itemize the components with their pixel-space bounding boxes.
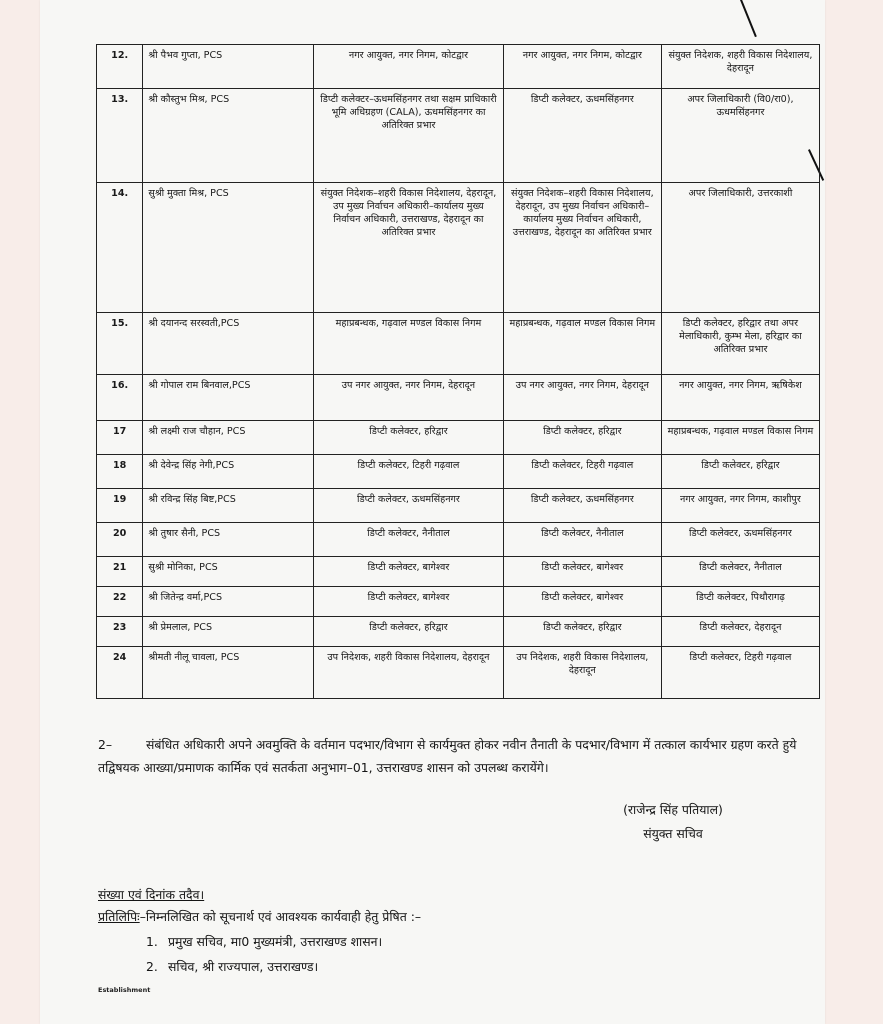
table-row [97,455,820,489]
additional-charge: महाप्रबन्धक, गढ़वाल मण्डल विकास निगम [661,421,819,455]
current-post: संयुक्त निदेशक–शहरी विकास निदेशालय, देहरादून, उप मुख्य निर्वाचन अधिकारी–कार्यालय मुख्य निर्वाचन अधिकारी, उत्तराखण्ड, देहरादून का अतिरिक्त प्रभार [314,183,504,313]
officer-name: श्री पैभव गुप्ता, PCS [143,45,314,89]
pen-mark-top [740,0,756,37]
current-post: डिप्टी कलेक्टर, ऊधमसिंहनगर [314,489,504,523]
copy-line [98,906,421,928]
new-post: डिप्टी कलेक्टर, ऊधमसिंहनगर [503,89,661,183]
new-post: डिप्टी कलेक्टर, ऊधमसिंहनगर [503,489,661,523]
serial-number: 23 [97,617,143,647]
officer-name: श्री गोपाल राम बिनवाल,PCS [143,375,314,421]
additional-charge: संयुक्त निदेशक, शहरी विकास निदेशालय, देहरादून [661,45,819,89]
serial-number: 12. [97,45,143,89]
recipient-item: 2. सचिव, श्री राज्यपाल, उत्तराखण्ड। [146,959,319,974]
recipient-item: 1. प्रमुख सचिव, मा0 मुख्यमंत्री, उत्तराखण्ड शासन। [146,934,383,949]
new-post: डिप्टी कलेक्टर, हरिद्वार [503,421,661,455]
officer-name: श्री तुषार सैनी, PCS [143,523,314,557]
additional-charge: नगर आयुक्त, नगर निगम, काशीपुर [661,489,819,523]
table-row [97,183,820,313]
establishment-label: Establishment [98,986,151,994]
additional-charge: डिप्टी कलेक्टर, हरिद्वार तथा अपर मेलाधिकारी, कुम्भ मेला, हरिद्वार का अतिरिक्त प्रभार [661,313,819,375]
right-background [825,0,883,1024]
current-post: डिप्टी कलेक्टर, बागेश्वर [314,557,504,587]
new-post: डिप्टी कलेक्टर, बागेश्वर [503,557,661,587]
new-post: डिप्टी कलेक्टर, नैनीताल [503,523,661,557]
signatory-designation: संयुक्त सचिव [643,826,703,841]
paragraph-number: 2– [98,737,113,752]
current-post: डिप्टी कलेक्टर–ऊधमसिंहनगर तथा सक्षम प्राधिकारी भूमि अधिग्रहण (CALA), ऊधमसिंहनगर का अतिरिक्त प्रभार [314,89,504,183]
current-post: उप नगर आयुक्त, नगर निगम, देहरादून [314,375,504,421]
officer-name: श्री देवेन्द्र सिंह नेगी,PCS [143,455,314,489]
officer-name: श्री लक्ष्मी राज चौहान, PCS [143,421,314,455]
serial-number: 13. [97,89,143,183]
serial-number: 18 [97,455,143,489]
officer-name: श्री रविन्द्र सिंह बिष्ट,PCS [143,489,314,523]
additional-charge: नगर आयुक्त, नगर निगम, ऋषिकेश [661,375,819,421]
serial-number: 14. [97,183,143,313]
current-post: डिप्टी कलेक्टर, हरिद्वार [314,421,504,455]
additional-charge: डिप्टी कलेक्टर, हरिद्वार [661,455,819,489]
current-post: डिप्टी कलेक्टर, टिहरी गढ़वाल [314,455,504,489]
new-post: डिप्टी कलेक्टर, टिहरी गढ़वाल [503,455,661,489]
additional-charge: डिप्टी कलेक्टर, पिथौरागढ़ [661,587,819,617]
officer-name: सुश्री मोनिका, PCS [143,557,314,587]
signature-block [578,798,768,846]
current-post: महाप्रबन्धक, गढ़वाल मण्डल विकास निगम [314,313,504,375]
current-post: उप निदेशक, शहरी विकास निदेशालय, देहरादून [314,647,504,699]
serial-number: 17 [97,421,143,455]
serial-number: 15. [97,313,143,375]
transfer-table [96,44,820,699]
additional-charge: अपर जिलाधिकारी, उत्तरकाशी [661,183,819,313]
officer-name: श्री कौस्तुभ मिश्र, PCS [143,89,314,183]
table-row [97,647,820,699]
current-post: डिप्टी कलेक्टर, नैनीताल [314,523,504,557]
table-row [97,89,820,183]
new-post: महाप्रबन्धक, गढ़वाल मण्डल विकास निगम [503,313,661,375]
serial-number: 19 [97,489,143,523]
instruction-paragraph [98,733,820,779]
new-post: डिप्टी कलेक्टर, बागेश्वर [503,587,661,617]
officer-name: श्री प्रेमलाल, PCS [143,617,314,647]
paragraph-text: संबंधित अधिकारी अपने अवमुक्ति के वर्तमान पदभार/विभाग से कार्यमुक्त होकर नवीन तैनाती के पदभार/विभाग में तत्काल कार्यभार ग्रहण करते हुये तद्विषयक आख्या/प्रमाणक कार्मिक एवं सतर्कता अनुभाग–01, उत्तराखण्ड शासन को उपलब्ध करायेंगे। [98,737,797,775]
additional-charge: डिप्टी कलेक्टर, टिहरी गढ़वाल [661,647,819,699]
officer-name: श्री दयानन्द सरस्वती,PCS [143,313,314,375]
new-post: नगर आयुक्त, नगर निगम, कोटद्वार [503,45,661,89]
table-row [97,421,820,455]
table-row [97,313,820,375]
signatory-name: (राजेन्द्र सिंह पतियाल) [623,802,723,817]
additional-charge: डिप्टी कलेक्टर, ऊधमसिंहनगर [661,523,819,557]
current-post: नगर आयुक्त, नगर निगम, कोटद्वार [314,45,504,89]
reference-block [98,884,421,928]
left-background [0,0,40,1024]
table-row [97,45,820,89]
officer-name: श्रीमती नीलू चावला, PCS [143,647,314,699]
table-row [97,489,820,523]
serial-number: 16. [97,375,143,421]
current-post: डिप्टी कलेक्टर, हरिद्वार [314,617,504,647]
new-post: उप नगर आयुक्त, नगर निगम, देहरादून [503,375,661,421]
table-row [97,523,820,557]
new-post: संयुक्त निदेशक–शहरी विकास निदेशालय, देहरादून, उप मुख्य निर्वाचन अधिकारी–कार्यालय मुख्य निर्वाचन अधिकारी, उत्तराखण्ड, देहरादून का अतिरिक्त प्रभार [503,183,661,313]
current-post: डिप्टी कलेक्टर, बागेश्वर [314,587,504,617]
serial-number: 22 [97,587,143,617]
additional-charge: अपर जिलाधिकारी (वि0/रा0), ऊधमसिंहनगर [661,89,819,183]
serial-number: 24 [97,647,143,699]
officer-name: श्री जितेन्द्र वर्मा,PCS [143,587,314,617]
new-post: डिप्टी कलेक्टर, हरिद्वार [503,617,661,647]
table-row [97,557,820,587]
additional-charge: डिप्टी कलेक्टर, नैनीताल [661,557,819,587]
additional-charge: डिप्टी कलेक्टर, देहरादून [661,617,819,647]
recipient-list [146,929,382,979]
document-page [40,0,825,1024]
new-post: उप निदेशक, शहरी विकास निदेशालय, देहरादून [503,647,661,699]
serial-number: 21 [97,557,143,587]
copy-label: प्रतिलिपिः [98,909,140,924]
table-row [97,617,820,647]
officer-name: सुश्री मुक्ता मिश्र, PCS [143,183,314,313]
table-row [97,587,820,617]
reference-line: संख्या एवं दिनांक तदैव। [98,887,205,902]
copy-text: –निम्नलिखित को सूचनार्थ एवं आवश्यक कार्यवाही हेतु प्रेषित :– [139,909,422,924]
table-row [97,375,820,421]
serial-number: 20 [97,523,143,557]
